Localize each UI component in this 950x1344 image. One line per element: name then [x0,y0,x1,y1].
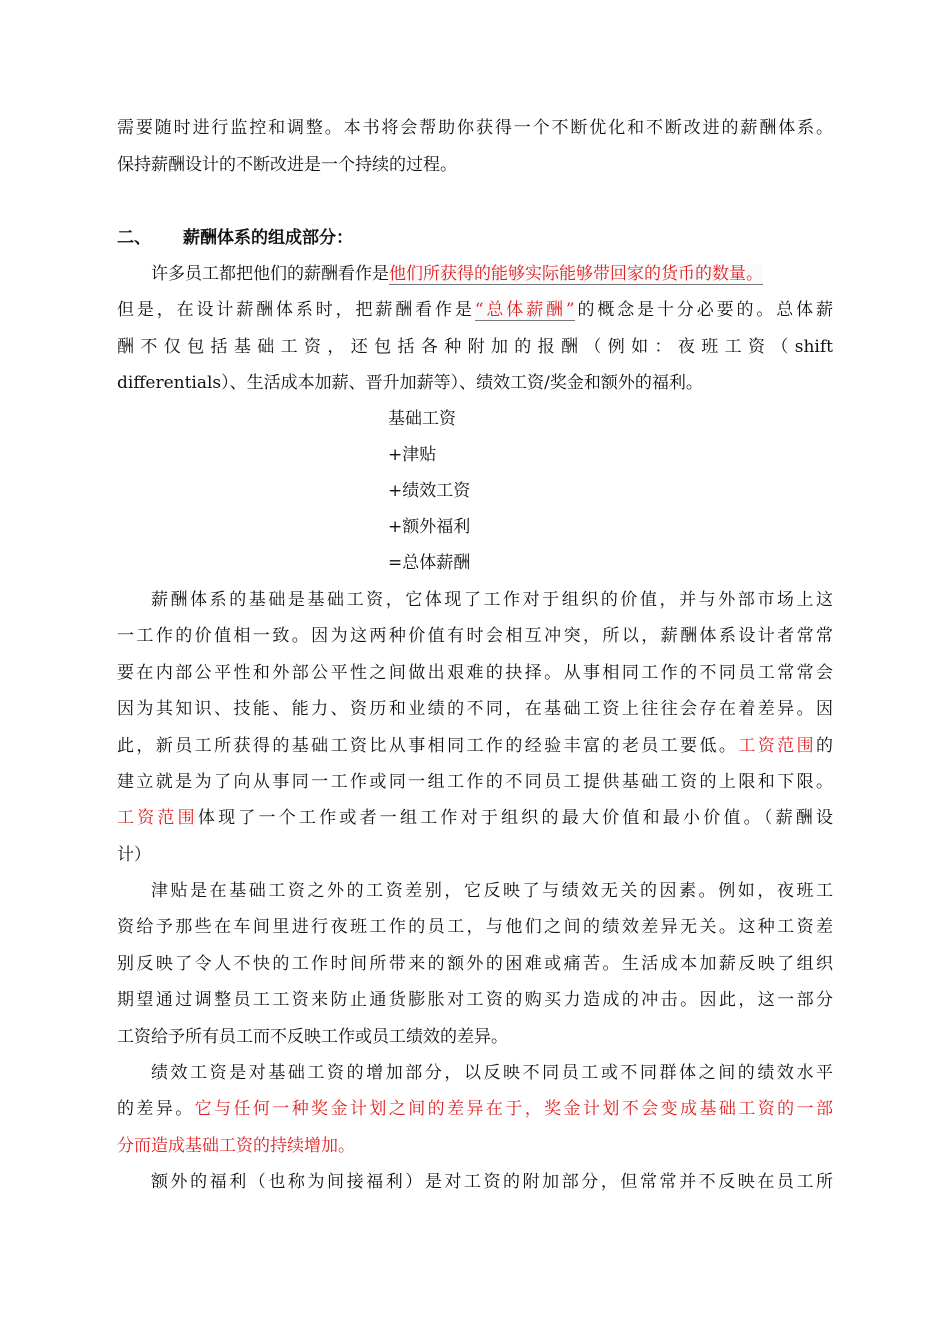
text-run: 的差异。 [117,1099,195,1119]
paragraph-1-line-4: differentials）、生活成本加薪、晋升加薪等）、绩效工资/奖金和额外的福利。 [117,373,703,393]
paragraph-3-line-2: 资给予那些在车间里进行夜班工作的员工，与他们之间的绩效差异无关。这种工资差 [117,917,833,937]
paragraph-2-line-4: 因为其知识、技能、能力、资历和业绩的不同，在基础工资上往往会存在着差异。因 [117,699,833,719]
text-run: 但是，在设计薪酬体系时，把薪酬看作是 [117,300,475,320]
paragraph-1-line-3: 酬不仅包括基础工资，还包括各种附加的报酬（例如：夜班工资（shift [117,337,833,357]
formula-line-5: =总体薪酬 [388,553,471,573]
highlighted-text: 他们所获得的能够实际能够带回家的货币的数量。 [389,264,763,284]
paragraph-2-line-2: 一工作的价值相一致。因为这两种价值有时会相互冲突，所以，薪酬体系设计者常常 [117,626,833,646]
paragraph-3-line-4: 期望通过调整员工工资来防止通货膨胀对工资的购买力造成的冲击。因此，这一部分 [117,990,833,1010]
paragraph-3-line-1: 津贴是在基础工资之外的工资差别，它反映了与绩效无关的因素。例如，夜班工 [151,881,833,901]
paragraph-4-line-2 [117,1097,833,1121]
section-title: 薪酬体系的组成部分： [183,228,353,248]
red-text: 工资范围 [117,808,198,828]
text-run: 许多员工都把他们的薪酬看作是 [151,264,389,284]
section-number: 二、 [117,228,151,248]
intro-line-1: 需要随时进行监控和调整。本书将会帮助你获得一个不断优化和不断改进的薪酬体系。 [117,118,833,138]
text-run: 的 [816,736,834,756]
paragraph-2-line-8: 计） [117,845,151,865]
intro-line-2: 保持薪酬设计的不断改进是一个持续的过程。 [117,155,457,175]
text-run: 此，新员工所获得的基础工资比从事相同工作的经验丰富的老员工要低。 [117,736,739,756]
paragraph-2-line-5 [117,734,833,758]
paragraph-4-line-3: 分而造成基础工资的持续增加。 [117,1136,355,1156]
red-text: 工资范围 [738,736,817,756]
paragraph-2-line-1: 薪酬体系的基础是基础工资，它体现了工作对于组织的价值，并与外部市场上这 [151,590,833,610]
paragraph-2-line-6: 建立就是为了向从事同一工作或同一组工作的不同员工提供基础工资的上限和下限。 [117,772,833,792]
formula-line-3: +绩效工资 [388,481,471,501]
paragraph-2-line-7 [117,806,833,830]
text-run: 体现了一个工作或者一组工作对于组织的最大价值和最小价值。（薪酬设 [197,808,834,828]
formula-line-4: +额外福利 [388,517,471,537]
paragraph-4-line-1: 绩效工资是对基础工资的增加部分，以反映不同员工或不同群体之间的绩效水平 [151,1063,833,1083]
text-run: 的概念是十分必要的。总体薪 [574,300,834,320]
paragraph-3-line-5: 工资给予所有员工而不反映工作或员工绩效的差异。 [117,1027,508,1047]
section-heading [117,226,833,250]
paragraph-1-line-1 [117,262,833,286]
paragraph-2-line-3: 要在内部公平性和外部公平性之间做出艰难的抉择。从事相同工作的不同员工常常会 [117,663,833,683]
paragraph-5-line-1: 额外的福利（也称为间接福利）是对工资的附加部分，但常常并不反映在员工所 [151,1172,833,1192]
formula-line-2: +津贴 [388,445,437,465]
paragraph-3-line-3: 别反映了令人不快的工作时间所带来的额外的困难或痛苦。生活成本加薪反映了组织 [117,954,833,974]
red-text: 它与任何一种奖金计划之间的差异在于，奖金计划不会变成基础工资的一部 [194,1099,834,1119]
formula-line-1: 基础工资 [388,409,456,429]
highlighted-text: “总体薪酬” [474,300,575,320]
paragraph-1-line-2 [117,298,833,322]
